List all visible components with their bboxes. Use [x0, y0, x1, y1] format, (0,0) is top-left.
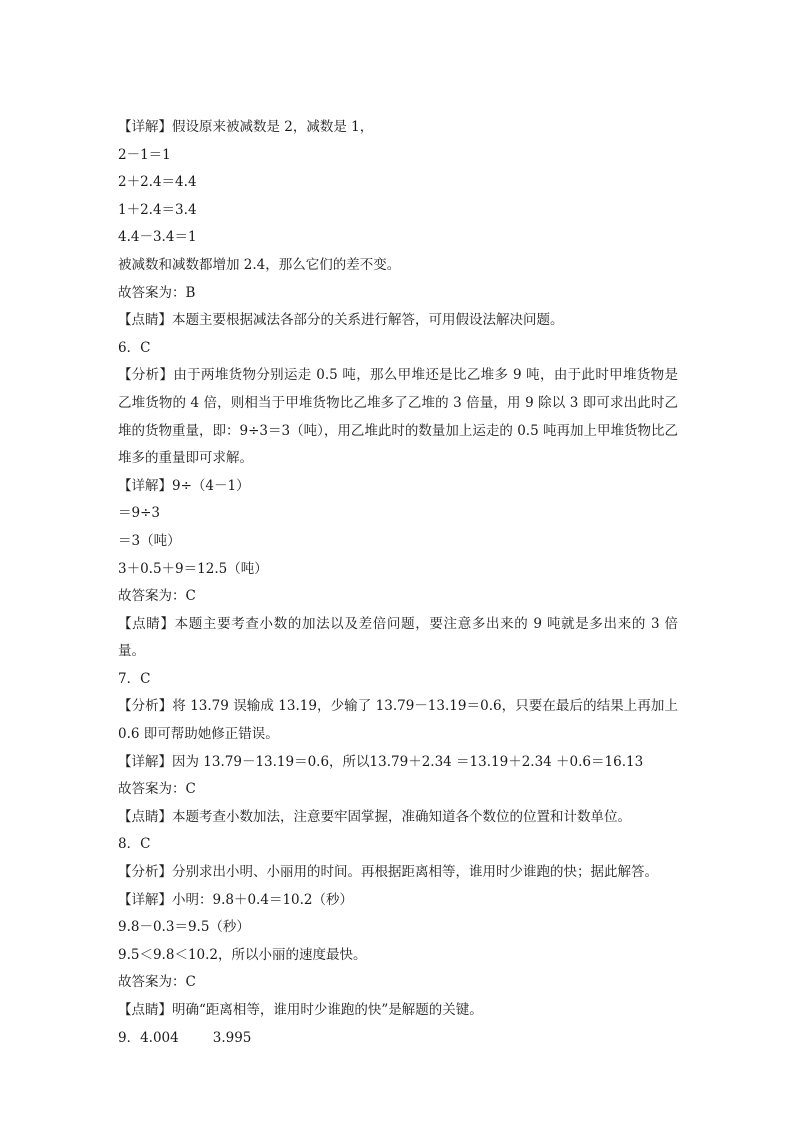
question-9-second-answer: 3.995 [212, 1029, 252, 1046]
equation-line: 1＋2.4＝3.4 [118, 201, 197, 218]
equation-line: ＝9÷3 [118, 505, 160, 522]
analysis-paragraph: 【分析】将 13.79 误输成 13.19，少输了 13.79－13.19＝0.6，只要在最后的结果上再加上 0.6 即可帮助她修正错误。 [118, 698, 678, 743]
question-number: 7．C [118, 670, 151, 687]
analysis-line: 【分析】分别求出小明、小丽用的时间。再根据距离相等，谁用时少谁跑的快；据此解答。 [118, 864, 658, 881]
document-page [118, 114, 678, 1052]
question-number: 6．C [118, 339, 151, 356]
question-9-first-answer: 9．4.004 [118, 1029, 179, 1046]
equation-line: 2＋2.4＝4.4 [118, 174, 197, 191]
answer-line: 故答案为：C [118, 781, 196, 798]
equation-line: 4.4－3.4＝1 [118, 229, 197, 246]
answer-line: 故答案为：C [118, 974, 196, 991]
analysis-paragraph: 【分析】由于两堆货物分别运走 0.5 吨，那么甲堆还是比乙堆多 9 吨，由于此时甲堆货物是乙堆货物的 4 倍，则相当于甲堆货物比乙堆多了乙堆的 3 倍量，用 9 除以 3 即可求出此时乙堆的货物重量，即：9÷3＝3（吨），用乙堆此时的数量加上运走的 0.5 吨再加上甲堆货物比乙堆多的重量即可求解。 [118, 367, 678, 467]
equation-line: 3＋0.5＋9＝12.5（吨） [118, 560, 268, 577]
comment-line: 【点睛】本题考查小数加法，注意要牢固掌握，准确知道各个数位的位置和计数单位。 [118, 808, 631, 825]
detail-line: 【详解】因为 13.79－13.19＝0.6，所以13.79＋2.34 ＝13.19＋2.34 ＋0.6＝16.13 [118, 753, 644, 770]
detail-line: 【详解】小明：9.8＋0.4＝10.2（秒） [118, 891, 353, 908]
equation-line: 9.8－0.3＝9.5（秒） [118, 919, 250, 936]
question-9-answers [118, 1025, 678, 1053]
detail-line: 【详解】9÷（4－1） [118, 477, 250, 494]
comment-paragraph: 【点睛】本题主要考查小数的加法以及差倍问题，要注意多出来的 9 吨就是多出来的 3 倍量。 [118, 615, 678, 660]
equation-line: ＝3（吨） [118, 532, 181, 549]
comment-line: 【点睛】本题主要根据减法各部分的关系进行解答，可用假设法解决问题。 [118, 312, 564, 329]
answer-line: 故答案为：B [118, 284, 196, 301]
conclusion-line: 被减数和减数都增加 2.4，那么它们的差不变。 [118, 256, 401, 273]
detail-assumption: 【详解】假设原来被减数是 2，减数是 1， [118, 119, 374, 135]
equation-line: 2－1＝1 [118, 146, 171, 163]
question-number: 8．C [118, 836, 151, 853]
comment-line: 【点睛】明确“距离相等，谁用时少谁跑的快”是解题的关键。 [118, 1002, 483, 1018]
answer-line: 故答案为：C [118, 588, 196, 605]
comparison-line: 9.5＜9.8＜10.2，所以小丽的速度最快。 [118, 946, 367, 963]
